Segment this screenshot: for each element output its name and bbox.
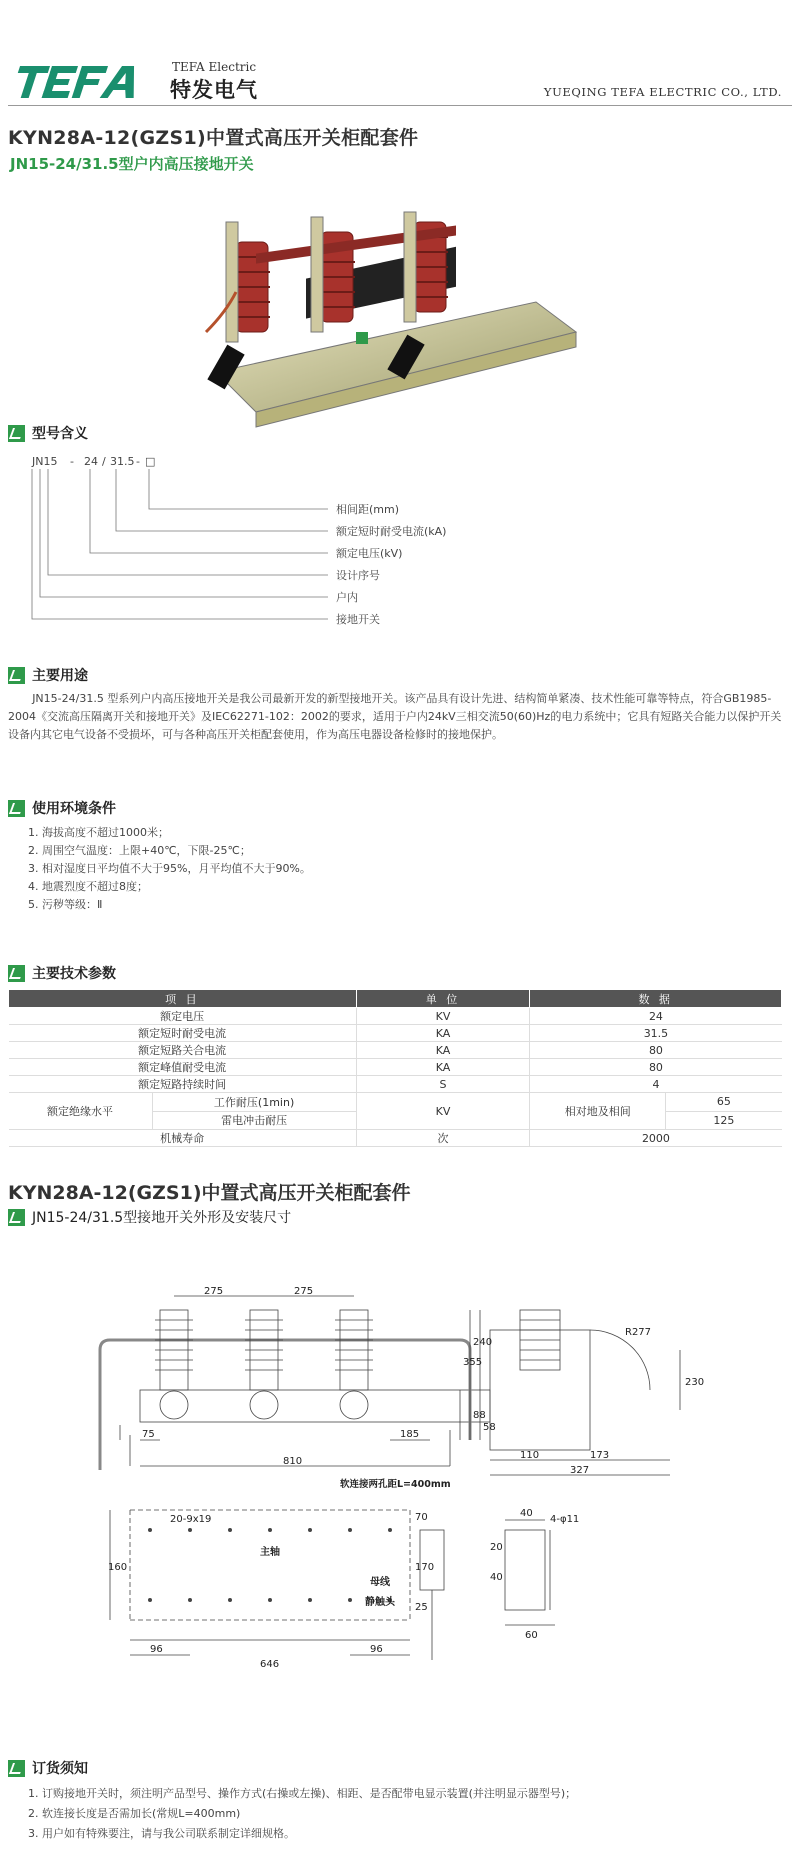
list-item: 1. 海拔高度不超过1000米； xyxy=(28,826,169,839)
svg-text:275: 275 xyxy=(204,1286,224,1297)
spec-section-heading: 主要技术参数 xyxy=(8,963,116,983)
svg-text:110: 110 xyxy=(520,1450,540,1461)
svg-text:4-φ11: 4-φ11 xyxy=(550,1514,580,1525)
column-header: 项 目 xyxy=(9,990,357,1008)
insulation-sub: 雷电冲击耐压 xyxy=(221,1114,288,1128)
svg-text:75: 75 xyxy=(142,1429,155,1440)
page-header xyxy=(0,0,800,108)
model-meaning: 设计序号 xyxy=(336,569,380,582)
svg-text:327: 327 xyxy=(570,1465,590,1476)
table-row: 机械寿命 次 2000 xyxy=(9,1130,782,1147)
svg-text:275: 275 xyxy=(294,1286,314,1297)
svg-text:58: 58 xyxy=(483,1422,496,1433)
model-code-diagram xyxy=(28,453,528,633)
column-header: 数 据 xyxy=(530,990,782,1008)
svg-text:160: 160 xyxy=(108,1562,128,1573)
list-item: 5. 污秽等级：Ⅱ xyxy=(28,898,103,911)
svg-text:96: 96 xyxy=(370,1644,383,1655)
svg-text:母线: 母线 xyxy=(370,1577,390,1588)
list-item: 3. 用户如有特殊要注，请与我公司联系制定详细规格。 xyxy=(28,1827,295,1840)
logo-english: TEFA Electric xyxy=(172,60,257,74)
code-part: JN15 xyxy=(32,455,58,468)
insulation-label: 额定绝缘水平 xyxy=(9,1093,153,1129)
list-item: 2. 软连接长度是否需加长(常规L=400mm) xyxy=(28,1807,241,1820)
outline-drawing-top xyxy=(100,1286,720,1500)
svg-text:173: 173 xyxy=(590,1450,610,1461)
section-bullet-icon xyxy=(8,1760,25,1777)
code-part: □ xyxy=(145,455,156,468)
svg-text:96: 96 xyxy=(150,1644,163,1655)
order-section-heading: 订货须知 xyxy=(8,1758,88,1778)
section-bullet-icon xyxy=(8,965,25,982)
model-meaning: 额定短时耐受电流(kA) xyxy=(336,525,447,538)
model-meaning: 额定电压(kV) xyxy=(336,547,403,560)
code-part: - xyxy=(70,455,74,468)
spec-table xyxy=(8,989,782,1147)
company-name: YUEQING TEFA ELECTRIC CO., LTD. xyxy=(543,85,782,99)
logo-chinese: 特发电气 xyxy=(170,78,258,102)
svg-text:软连接两孔距L=400mm: 软连接两孔距L=400mm xyxy=(340,1479,451,1490)
usage-section-heading: 主要用途 xyxy=(8,665,88,685)
code-part: - xyxy=(136,455,140,468)
section-bullet-icon xyxy=(8,1209,25,1226)
svg-text:185: 185 xyxy=(400,1429,420,1440)
svg-text:646: 646 xyxy=(260,1659,280,1670)
list-item: 3. 相对湿度日平均值不大于95%，月平均值不大于90%。 xyxy=(28,862,311,875)
svg-text:R277: R277 xyxy=(625,1327,652,1338)
svg-text:170: 170 xyxy=(415,1562,435,1573)
env-section-heading: 使用环境条件 xyxy=(8,798,116,818)
svg-text:静触头: 静触头 xyxy=(365,1597,395,1608)
table-row: 额定电压 KV 24 xyxy=(9,1008,782,1025)
code-part: 24 xyxy=(84,455,98,468)
tefa-logo xyxy=(8,60,168,104)
svg-text:40: 40 xyxy=(490,1572,503,1583)
list-item: 1. 订购接地开关时，须注明产品型号、操作方式(右操或左操)、相距、是否配带电显示装置(并注明显示器型号)； xyxy=(28,1787,577,1800)
usage-paragraph: JN15-24/31.5 型系列户内高压接地开关是我公司最新开发的新型接地开关。该产品具有设计先进、结构简单紧凑、技术性能可靠等特点，符合GB1985-2004《交流高压隔离开关和接地开关》及IEC62271-102：2002的要求，适用于户内24kV三相交流50(60)Hz的电力系统中；它具有短路关合能力以保护开关设备内其它电气设备不受损坏，可与各种高压开关柜配套使用，作为高压电器设备检修时的接地保护。 xyxy=(8,692,782,741)
section-bullet-icon xyxy=(8,800,25,817)
model-meaning: 接地开关 xyxy=(336,613,380,626)
svg-text:主轴: 主轴 xyxy=(260,1547,280,1558)
svg-text:88: 88 xyxy=(473,1410,486,1421)
model-meaning: 户内 xyxy=(336,591,358,604)
page-title: KYN28A-12(GZS1)中置式高压开关柜配套件 xyxy=(8,127,419,149)
svg-text:60: 60 xyxy=(525,1630,538,1641)
svg-text:70: 70 xyxy=(415,1512,428,1523)
table-row: 额定峰值耐受电流 KA 80 xyxy=(9,1059,782,1076)
svg-text:25: 25 xyxy=(415,1602,428,1613)
svg-text:20-9x19: 20-9x19 xyxy=(170,1514,212,1525)
insulation-sub: 工作耐压(1min) xyxy=(153,1093,356,1112)
drawing-section-heading: JN15-24/31.5型接地开关外形及安装尺寸 xyxy=(8,1207,291,1227)
outline-drawing-bottom xyxy=(110,1500,720,1670)
section-bullet-icon xyxy=(8,667,25,684)
svg-text:40: 40 xyxy=(520,1508,533,1519)
section-bullet-icon xyxy=(8,425,25,442)
table-row: 额定绝缘水平 工作耐压(1min) 雷电冲击耐压 KV 相对地及相间 65 125 xyxy=(9,1093,782,1130)
code-part: 31.5 xyxy=(110,455,135,468)
product-photo xyxy=(196,222,600,442)
list-item: 4. 地震烈度不超过8度； xyxy=(28,880,148,893)
model-meaning: 相间距(mm) xyxy=(336,503,400,516)
svg-text:230: 230 xyxy=(685,1377,705,1388)
svg-text:240: 240 xyxy=(473,1337,493,1348)
env-conditions-list xyxy=(28,824,311,914)
order-notes-list xyxy=(28,1784,576,1844)
table-header-row xyxy=(9,990,782,1008)
table-row: 额定短路关合电流 KA 80 xyxy=(9,1042,782,1059)
page-subtitle: JN15-24/31.5型户内高压接地开关 xyxy=(10,155,254,173)
column-header: 单 位 xyxy=(356,990,530,1008)
model-section-heading: 型号含义 xyxy=(8,423,88,443)
code-part: / xyxy=(102,455,106,468)
header-divider xyxy=(8,105,792,106)
svg-text:810: 810 xyxy=(283,1456,303,1467)
list-item: 2. 周围空气温度：上限+40℃，下限-25℃； xyxy=(28,844,251,857)
svg-text:20: 20 xyxy=(490,1542,503,1553)
table-row: 额定短时耐受电流 KA 31.5 xyxy=(9,1025,782,1042)
svg-text:355: 355 xyxy=(463,1357,483,1368)
drawing-section-title: KYN28A-12(GZS1)中置式高压开关柜配套件 xyxy=(8,1182,411,1204)
table-row: 额定短路持续时间 S 4 xyxy=(9,1076,782,1093)
